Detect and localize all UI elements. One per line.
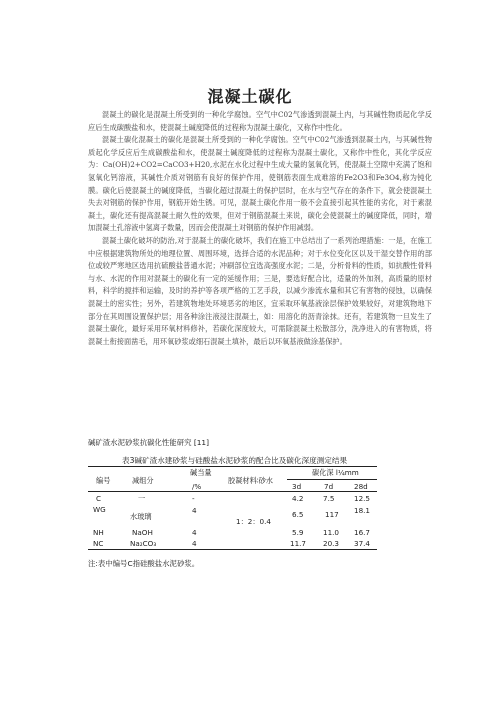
row-wg-28d: 18.1 xyxy=(354,506,371,515)
row-wg-3d: 6.5 xyxy=(292,510,304,519)
row-c-3d: 4.2 xyxy=(292,494,304,503)
header-alkali: 碱当量 xyxy=(190,468,212,477)
row-c-alkali: - xyxy=(192,494,195,503)
paragraph-2: 混凝土碳化混凝土的碳化是混凝土所受到的一种化学腐蚀。空气中C02气渗透到混凝土内，与其碱性物质起化学反应后生成碳酸盐和水，使混凝土碱度降低的过程称为混凝土碳化，又称作中性化，其化学反应为：Ca(OH)2+CO2=CaCO3+H20,水泥在水化过程中生成大量的氢氧化钙，使混凝土空隙中充满了饱和氢氧化钙溶液，其碱性介质对钢筋有良好的保护作用，使钢筋表面生成难溶的Fe2O3和Fe3O4,称为钝化膜。碳化后使混凝土的碱度降低，当碳化超过混凝土的保护层时，在水与空气存在的条件下，就会使混凝土失去对钢筋的保护作用，钢筋开始生锈。可见，混凝土碳化作用一般不会直接引起其性能的劣化，对于素混凝土，碳化还有提高混凝土耐久性的效果，但对于钢筋混凝土来说，碳化会使混凝土的碱度降低，同时，增加混凝土孔溶液中氢离子数量，因而会使混凝土对钢筋的保护作用减弱。 xyxy=(88,135,432,233)
row-nc-7d: 20.3 xyxy=(323,539,340,548)
table-note: 注:表中编号C指硅酸盐水泥砂浆。 xyxy=(88,559,200,568)
row-nh-7d: 11.0 xyxy=(323,528,340,537)
row-c-28d: 12.5 xyxy=(354,494,371,503)
row-nh-3d: 5.9 xyxy=(292,528,304,537)
table-header-rule xyxy=(88,491,377,492)
row-nc-28d: 37.4 xyxy=(354,539,371,548)
paragraph-3: 混凝土碳化破坏的防治,对于混凝土的碳化破坏，我们在施工中总结出了一系列治理措施：一是，在施工中应根据建筑物所处的地理位置、周围环境，选择合适的水泥品种；对于水位变化区以及干湿交替作用的部位或较严寒地区选用抗硫酸盐普通水泥；冲刷部位宜选高强度水泥；二是，分析骨料的性质，如抗酸性骨料与水、水泥的作用对混凝土的碳化有一定的延缓作用；三是，要选好配合比，适量的外加剂，高质量的原材料，科学的搅拌和运输，及时的养护等各项严格的工艺手段，以减少渗流水量和其它有害物的侵蚀，以确保混凝土的密实性；另外，若建筑物地处环境恶劣的地区，宜采取环氧基液涂层保护效果较好，对建筑物地下部分在其周围设置保护层；用各种涂注液浸注混凝土，如：用溶化的沥青涂抹。还有，若建筑物一旦发生了混凝土碳化，最好采用环氧材料修补，若碳化深度较大，可需除混凝土松散部分，洗净进入的有害物质，将混凝土衔接面凿毛，用环氧砂浆或细石混凝土填补，最后以环氧基液做涂基保护。 xyxy=(88,235,432,346)
row-nh-component: NaOH xyxy=(132,528,153,537)
table-top-rule xyxy=(88,466,377,467)
row-wg-7d: 117 xyxy=(325,510,339,519)
row-c-code: C xyxy=(96,494,102,503)
table-caption: 表3碱矿渣水建砂浆与硅酸盐水泥砂浆的配合比及碳化深度测定结果 xyxy=(122,456,348,465)
header-code: 编号 xyxy=(96,476,111,485)
row-nh-28d: 16.7 xyxy=(354,528,371,537)
ratio-value: 1：2：0.4 xyxy=(236,517,271,526)
header-28d: 28d xyxy=(354,482,368,491)
row-wg-component: 水玻璃 xyxy=(130,512,152,521)
row-nc-3d: 11.7 xyxy=(290,539,307,548)
row-c-component: 一 xyxy=(138,494,146,503)
header-3d: 3d xyxy=(292,482,302,491)
header-depth: 碳化深 l¼mm xyxy=(312,468,359,477)
header-component: 减组分 xyxy=(132,476,154,485)
paragraph-1: 混凝土的碳化是混凝土所受到的一种化学腐蚀。空气中C02气渗透到混凝土内，与其碱性物质起化学反应后生成碳酸盐和水，使混凝土碱度降低的过程称为混凝土碳化，又称作中性化。 xyxy=(88,110,432,132)
depth-subheader-rule xyxy=(287,479,377,480)
header-ratio: 胶凝材料∶砂水 xyxy=(228,476,273,485)
table-bottom-rule xyxy=(88,549,377,550)
row-c-7d: 7.5 xyxy=(323,494,335,503)
row-nh-alkali: 4 xyxy=(192,528,197,537)
body-text xyxy=(88,109,432,348)
row-wg-code: WG xyxy=(93,505,106,514)
row-nh-code: NH xyxy=(93,528,104,537)
row-nc-alkali: 4 xyxy=(192,539,197,548)
row-nc-component: Na₂CO₃ xyxy=(130,539,157,548)
row-wg-alkali: 4 xyxy=(192,506,197,515)
section-title: 碱矿渣水泥砂浆抗碳化性能研究 [11] xyxy=(88,438,209,447)
header-7d: 7d xyxy=(324,482,334,491)
header-alkali-unit: /% xyxy=(192,482,202,491)
row-nc-code: NC xyxy=(93,539,104,548)
document-title: 混凝土碳化 xyxy=(207,87,293,106)
